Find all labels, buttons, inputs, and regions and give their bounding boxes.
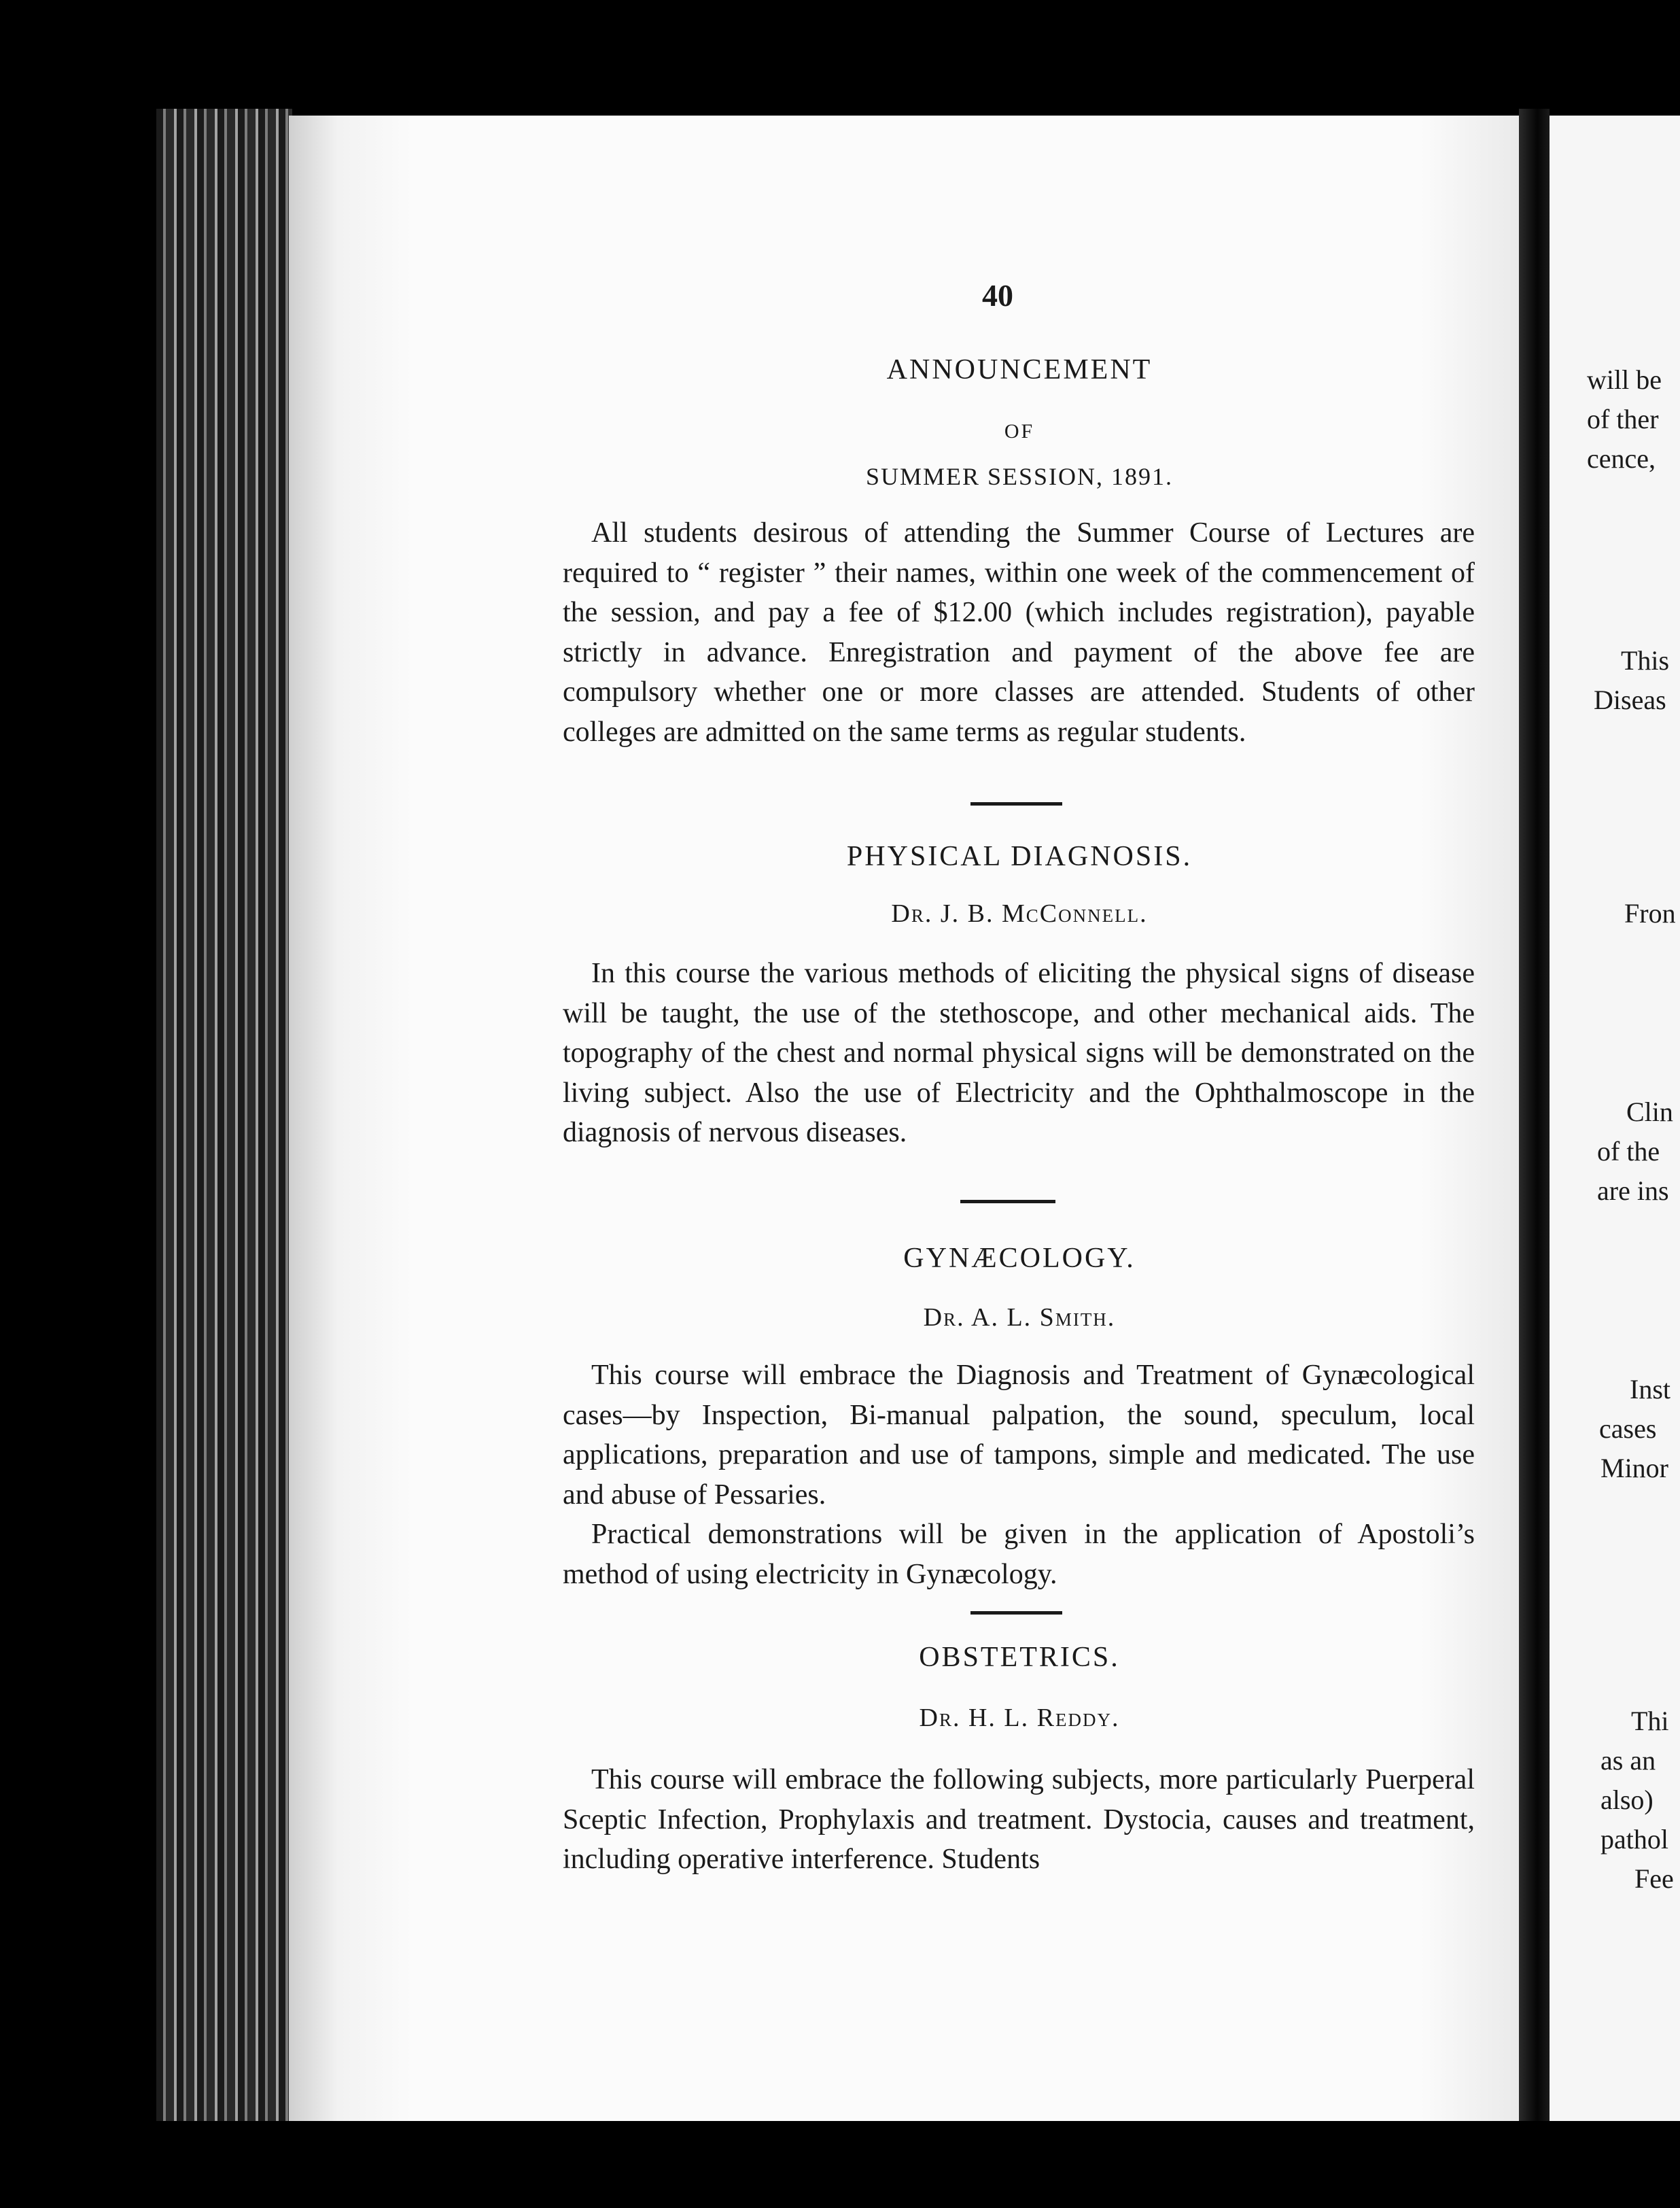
right-page-fragment: Clin: [1626, 1097, 1673, 1127]
right-page-fragment: also): [1600, 1784, 1653, 1815]
section-paragraph-physical-diagnosis: In this course the various methods of eliciting the physical signs of disease will be taught, the use of the stethoscope, and other mechanical aids. The topography of the chest and normal physical signs will be demonstrated on the living subject. Also the use of Electricity and the Ophthalmoscope in the diagnosis of nervous diseases.: [563, 958, 1475, 1148]
right-page-fragment: as an: [1600, 1745, 1656, 1776]
right-page-fragment: Fron: [1624, 898, 1676, 929]
right-page-fragment: of ther: [1587, 404, 1659, 434]
right-page-fragment: Minor: [1600, 1453, 1668, 1483]
right-page-fragment: of the: [1597, 1136, 1660, 1167]
announcement-title: ANNOUNCEMENT: [886, 354, 1153, 385]
right-page-fragment: cence,: [1587, 443, 1656, 474]
section-author-physical-diagnosis: Dr. J. B. McConnell.: [891, 899, 1148, 928]
right-page-fragment: Fee: [1634, 1863, 1674, 1894]
page-number: 40: [982, 278, 1013, 313]
section-heading-gynaecology: GYNÆCOLOGY.: [903, 1243, 1136, 1274]
section-divider: [960, 1200, 1055, 1203]
right-page-fragment: are ins: [1597, 1175, 1669, 1206]
right-page-fragment: Thi: [1631, 1706, 1669, 1736]
session-title: SUMMER SESSION, 1891.: [865, 463, 1174, 490]
section-author-gynaecology: Dr. A. L. Smith.: [923, 1303, 1116, 1332]
intro-paragraph: All students desirous of attending the Summer Course of Lectures are required to “ register ” their names, within one week of the commencement of the session, and pay a fee of $12.00 (which includes registration), payable strictly in advance. Enregistration and payment of the above fee are compulsory whether one or more classes are attended. Students of other colleges are admitted on the same terms as regular students.: [563, 517, 1475, 748]
section-author-obstetrics: Dr. H. L. Reddy.: [919, 1704, 1120, 1732]
section-divider: [970, 802, 1062, 806]
section-paragraph-obstetrics: This course will embrace the following subjects, more particularly Puerperal Sceptic Infection, Prophylaxis and treatment. Dystocia, causes and treatment, including operative interference. Students: [563, 1764, 1475, 1875]
section-heading-obstetrics: OBSTETRICS.: [919, 1642, 1120, 1673]
book-page-edges: [156, 109, 292, 2121]
section-heading-physical-diagnosis: PHYSICAL DIAGNOSIS.: [846, 841, 1193, 872]
book-gutter: [1519, 109, 1550, 2121]
section-divider: [970, 1611, 1062, 1615]
section-paragraph-gynaecology-1: This course will embrace the Diagnosis and Treatment of Gynæcological cases—by Inspection, Bi-manual palpation, the sound, speculum, local applications, preparation and use of tampons, simple and medicated. The use and abuse of Pessaries.: [563, 1360, 1475, 1511]
right-page-fragment: cases: [1599, 1413, 1657, 1444]
right-page-fragment: will be: [1587, 364, 1662, 395]
right-page-fragment: pathol: [1600, 1824, 1668, 1855]
right-page-fragment: Inst: [1630, 1374, 1670, 1404]
announcement-of: OF: [1004, 420, 1035, 443]
right-page-fragment: Diseas: [1594, 685, 1666, 715]
right-page-fragment: This: [1621, 645, 1670, 676]
section-paragraph-gynaecology-2: Practical demonstrations will be given in the application of Apostoli’s method of using electricity in Gynæcology.: [563, 1519, 1475, 1590]
